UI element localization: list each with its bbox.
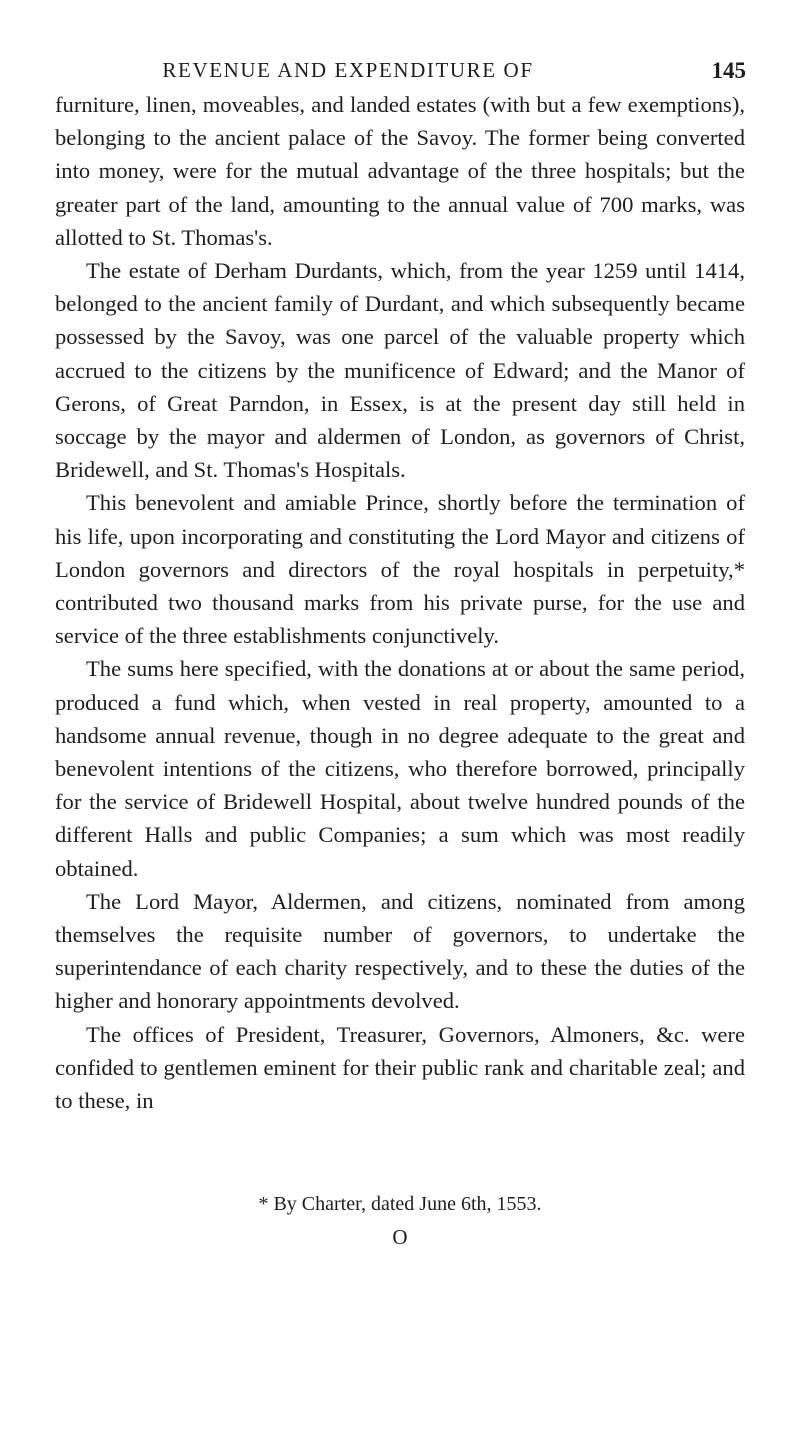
paragraph-5: The Lord Mayor, Aldermen, and citizens, nominated from among themselves the requisite number of governors, to undertake the superintendance of each charity respectively, and to these the duties of the higher and honorary appointments devolved. bbox=[55, 888, 745, 1014]
page-number: 145 bbox=[711, 58, 746, 83]
paragraph-6: The offices of President, Treasurer, Governors, Almoners, &c. were confided to gentlemen eminent for their public rank and charitable zeal; and to these, in bbox=[55, 1021, 745, 1114]
running-title-text: REVENUE AND EXPENDITURE OF bbox=[162, 58, 534, 82]
footnote: * By Charter, dated June 6th, 1553. bbox=[258, 1193, 542, 1215]
paragraph-2: The estate of Derham Durdants, which, from the year 1259 until 1414, belonged to the ancient family of Durdant, and which subsequently became possessed by the Savoy, was one parcel of the valuable property which accrued to the citizens by the munificence of Edward; and the Manor of Gerons, of Great Parndon, in Essex, is at the present day still held in soccage by the mayor and aldermen of London, as governors of Christ, Bridewell, and St. Thomas's Hospitals. bbox=[55, 258, 745, 483]
paragraph-1: furniture, linen, moveables, and landed estates (with but a few exemptions), belonging to the ancient palace of the Savoy. The former being converted into money, were for the mutual advantage of the three hospitals; but the greater part of the land, amounting to the annual value of 700 marks, was allotted to St. Thomas's. bbox=[55, 92, 745, 250]
body-text bbox=[55, 88, 745, 1117]
signature-mark: O bbox=[392, 1225, 408, 1249]
paragraph-4: The sums here specified, with the donations at or about the same period, produced a fund which, when vested in real property, amounted to a handsome annual revenue, though in no degree adequate to the great and benevolent intentions of the citizens, who therefore borrowed, principally for the service of Bridewell Hospital, about twelve hundred pounds of the different Halls and public Companies; a sum which was most readily obtained. bbox=[55, 656, 745, 881]
running-head bbox=[0, 58, 800, 88]
paragraph-3: This benevolent and amiable Prince, shortly before the termination of his life, upon incorporating and constituting the Lord Mayor and citizens of London governors and directors of the royal hospitals in perpetuity,* contributed two thousand marks from his private purse, for the use and service of the three establishments conjunctively. bbox=[55, 490, 745, 649]
